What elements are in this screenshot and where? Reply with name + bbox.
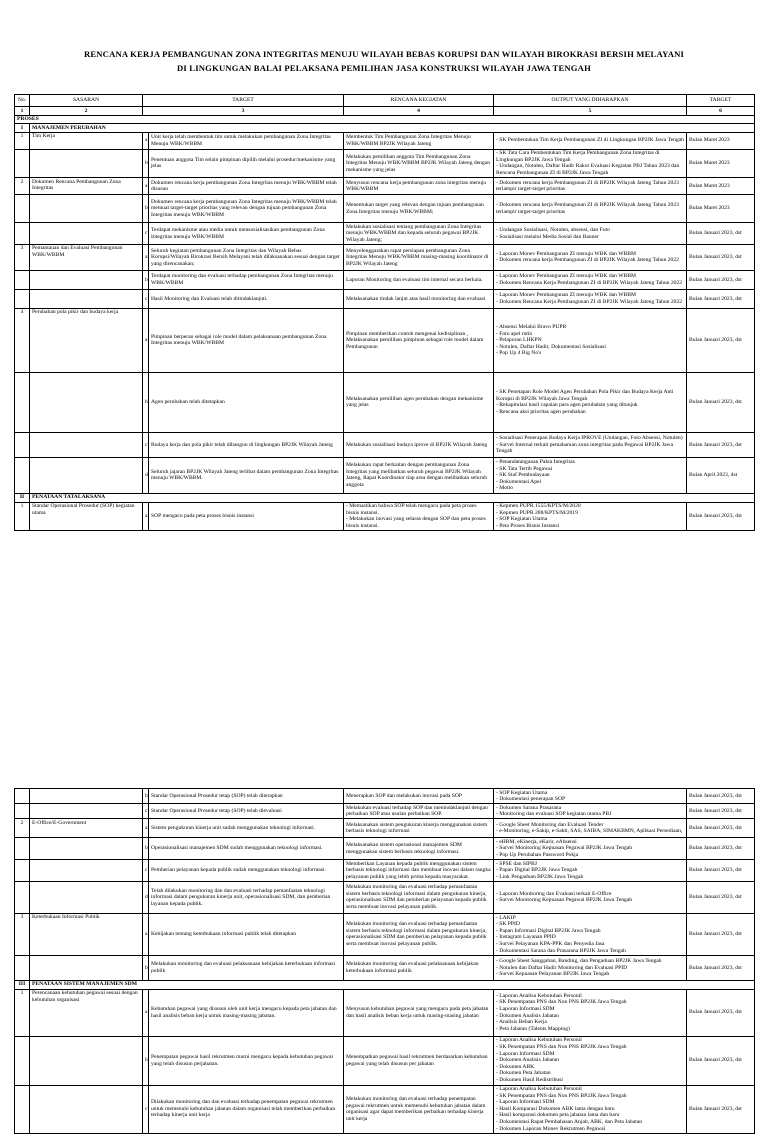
row-sasaran <box>30 881 143 913</box>
row-sasaran: Keterbukaan Informasi Publik <box>30 913 143 955</box>
row-sasaran: Tim Kerja <box>30 132 143 149</box>
row-target-time: Bulan Januari 2023, dst <box>687 913 755 955</box>
row-sasaran <box>30 955 143 980</box>
row-number: 4 <box>15 308 30 372</box>
header-no: No. <box>15 95 30 107</box>
section-row <box>15 124 755 133</box>
table-row <box>15 502 755 530</box>
row-letter: b <box>143 1036 149 1085</box>
col-number: 4 <box>344 107 494 116</box>
row-target: Seluruh kegiatan pembangunan Zona Integritas dan Wilayah Bebas Korupsi/Wilayah Birokrasi Bersih Melayani telah dilaksanakan sesuai dengan target yang direncanakan; <box>149 244 344 270</box>
header-rencana-kegiatan: RENCANA KEGIATAN <box>344 95 494 107</box>
row-target: Standar Operasional Prosedur tetap (SOP) telah dievaluasi <box>149 804 344 819</box>
row-output: - LAKIP - SK PPID - Papan Informasi Digital BP2JK Jawa Tengah - Instagram Layanan PPID - Survei Pelayanan KPA-PPK dan Penyedia Jasa - Dokumentasi Sarana dan Prasarana BP2JK Jawa Tengah <box>494 913 687 955</box>
row-output: - Sosialisasi Penerapan Budaya Kerja IPROVE (Undangan, Foto Absensi, Notulen) - Survei Internal terkait pemahaman zona integritas pada Pegawai BP2JK Jawa Tengah <box>494 432 687 457</box>
table-row <box>15 881 755 913</box>
row-sasaran <box>30 149 143 177</box>
row-target-time: Bulan Januari 2023, dst <box>687 432 755 457</box>
header-target: TARGET <box>143 95 344 107</box>
row-sasaran <box>30 789 143 804</box>
row-number: 3 <box>15 244 30 270</box>
row-letter: c <box>143 289 149 308</box>
row-sasaran: Dokumen Rencana Pembangunan Zona Integritas <box>30 178 143 195</box>
row-sasaran: Perubahan pola pikir dan budaya kerja <box>30 308 143 372</box>
row-sasaran <box>30 1036 143 1085</box>
row-letter: b <box>143 195 149 223</box>
work-plan-table-page-2 <box>14 788 755 1134</box>
row-sasaran <box>30 1085 143 1133</box>
row-target-time: Bulan Januari 2023, dst <box>687 1085 755 1133</box>
row-letter: b <box>143 149 149 177</box>
row-rencana-kegiatan: Melakukan monitoring dan evaluasi terhadap penempatan pegawai rekrutmen untuk memenuhi kebutuhan jabatan dalam organisasi agar dapat memberikan perbaikan terhadap kinerja unit kerja <box>344 1085 494 1133</box>
row-number <box>15 1085 30 1133</box>
row-rencana-kegiatan: Melakukan monitoring dan evaluasi terhadap pemanfaatan sistem berbasis teknologi informasi dalam pengukuran kinerja, operasionalisasi SDM dan pemberian pelayanan kepada publik serta membuat inovasi pelayanan publik. <box>344 913 494 955</box>
row-target: Dokumen rencana kerja pembangunan Zona Integritas menuju WBK/WBBM telah memuat target-target prioritas yang relevan dengan tujuan pembangunan Zona Integritas menuju WBK/WBBM <box>149 195 344 223</box>
row-output: - SK Penetapan Role Model Agen Perubahan Pola Pikir dan Budaya Kerja Anti Korupsi di BP2JK Wilayah Jawa Tengah - Rekapitulasi hasil capaian para agen perubahan yang ditunjuk - Rencana aksi prioritas agen perubahan <box>494 372 687 432</box>
row-number <box>15 432 30 457</box>
row-number <box>15 289 30 308</box>
col-number: 5 <box>494 107 687 116</box>
row-letter: a <box>143 244 149 270</box>
row-target: Kebutuhan pegawai yang disusun oleh unit kerja mengacu kepada peta jabatan dan hasil analisis beban kerja untuk masing-masing jabatan. <box>149 989 344 1036</box>
row-rencana-kegiatan: - Memastikan bahwa SOP telah mengacu pada peta proses bisnis instansi. - Melakukan inovasi yang selaras dengan SOP dan peta proses bisnis instansi. <box>344 502 494 530</box>
row-letter: c <box>143 804 149 819</box>
col-number: 6 <box>687 107 755 116</box>
row-rencana-kegiatan: Memberikan Layanan kepada publik menggunakan sistem berbasis teknologi informasi dan membuat inovasi dalam rangka pelayanan publik yang lebih prima kepada masyarakat. <box>344 860 494 882</box>
row-number: 2 <box>15 819 30 838</box>
row-rencana-kegiatan: Menyelenggarakan rapat persiapan pembangunan Zona Integritas Menuju WBK/WBBM masing-masing koordinator di BP2JK Wilayah Jateng <box>344 244 494 270</box>
work-plan-table-page-1 <box>14 94 755 531</box>
row-target-time: Bulan Januari 2023, dst <box>687 989 755 1036</box>
row-rencana-kegiatan: Menempatkan pegawai hasil rekrutmen berdasarkan kebutuhan pegawai yang telah disusun per jabatan <box>344 1036 494 1085</box>
row-letter: c <box>143 223 149 245</box>
row-letter: a <box>143 308 149 372</box>
row-target-time: Bulan Januari 2023, dst <box>687 860 755 882</box>
row-rencana-kegiatan: Melaksanakan tindak lanjut atas hasil monitoring dan evaluasi <box>344 289 494 308</box>
section-number: III <box>15 980 30 989</box>
row-rencana-kegiatan: Melakukan evaluasi terhadap SOP dan menindaklanjuti dengan perbaikan SOP atau usulan perbaikan SOP. <box>344 804 494 819</box>
row-output: - eHRM, eKinerja, eKarir, eAbsensi - Survei Monitoring Kepuasan Pegawai BP2JK Jawa Tengah - Pop Up Perubahan Password Pokja <box>494 838 687 860</box>
row-output: - Laporan Monev Pembangunan ZI menuju WBK dan WBBM - Dokumen Rencana Kerja Pembangunan ZI di BP2JK Wilayah Jateng Tahun 2022 <box>494 289 687 308</box>
document-title-line-2: DI LINGKUNGAN BALAI PELAKSANA PEMILIHAN JASA KONSTRUKSI WILAYAH JAWA TENGAH <box>177 63 591 73</box>
row-rencana-kegiatan: Menentukan target yang relevan dengan tujuan pembangunan Zona Integritas menuju WBK/WBBM; <box>344 195 494 223</box>
row-sasaran <box>30 289 143 308</box>
section-title: PENATAAN TATALAKSANA <box>30 493 755 502</box>
row-letter: a <box>143 819 149 838</box>
table-row <box>15 289 755 308</box>
row-letter: a <box>143 502 149 530</box>
table-row <box>15 432 755 457</box>
row-target-time: Bulan Maret 2023 <box>687 178 755 195</box>
row-rencana-kegiatan: Melaksanakan sistem pengukuran kinerja menggunakan sistem berbasis teknologi informasi <box>344 819 494 838</box>
row-output: - Penandatanganan Pakta Integritas - SK Tata Tertib Pegawai - SK Staf Pembudayaan - Dokumentasi Apel - Motto <box>494 457 687 493</box>
table-row <box>15 223 755 245</box>
table-row <box>15 955 755 980</box>
row-target: Agen perubahan telah ditetapkan <box>149 372 344 432</box>
row-number <box>15 372 30 432</box>
table-row <box>15 804 755 819</box>
row-target: Operasionalisasi manajemen SDM sudah menggunakan teknologi informasi. <box>149 838 344 860</box>
row-output: - SK Pembentukan Tim Kerja Pembangunan ZI di Lingkungan BP2JK Jawa Tengah <box>494 132 687 149</box>
row-target: Telah dilakukan monitoring dan dan evaluasi terhadap pemanfaatan teknologi informasi dalam pengukuran kinerja unit, operasionalisasi SDM, dan pemberian layanan kepada publik. <box>149 881 344 913</box>
row-letter: b <box>143 270 149 289</box>
row-target: Dokumen rencana kerja pembangunan Zona Integritas menuju WBK/WBBM telah disusun <box>149 178 344 195</box>
row-output: - Laporan Analisa Kebutuhan Personil - SK Penempatan PNS dan Non PNS BP2JK Jawa Tengah - Laporan Informasi SDM - Dokumen Analisis Jabatan - Dokumen ABK - Dokumen Peta Jabatan - Dokumen Hasil Redistribusi <box>494 1036 687 1085</box>
row-target-time: Bulan Januari 2023, dst <box>687 789 755 804</box>
row-sasaran: Standar Operasional Prosedur (SOP) kegiatan utama <box>30 502 143 530</box>
row-number: 1 <box>15 989 30 1036</box>
table-row <box>15 308 755 372</box>
column-number-row <box>15 107 755 116</box>
row-rencana-kegiatan: Melaksanakan pemilihan agen perubahan dengan mekanisme yang jelas <box>344 372 494 432</box>
row-target-time: Bulan Januari 2023, dst <box>687 223 755 245</box>
page-gap <box>0 620 768 786</box>
table-row <box>15 838 755 860</box>
row-letter: b <box>143 838 149 860</box>
header-target-time: TARGET <box>687 95 755 107</box>
row-target-time: Bulan Januari 2023, dst <box>687 881 755 913</box>
table-row <box>15 1085 755 1133</box>
row-sasaran <box>30 372 143 432</box>
row-output: - Google Sheet Sanggahan, Banding, dan Pengaduan BP2JK Jawa Tengah - Notulen dan Daftar Hadir Monitoring dan Evaluasi PPID - Survei Kepuasan Pelayanan BP2JK Jawa Tengah <box>494 955 687 980</box>
document-title-line-1: RENCANA KERJA PEMBANGUNAN ZONA INTEGRITAS MENUJU WILAYAH BEBAS KORUPSI DAN WILAYAH BIROKRASI BERSIH MELAYANI <box>83 49 685 59</box>
row-target-time: Bulan Januari 2023, dst <box>687 819 755 838</box>
table-row <box>15 1036 755 1085</box>
row-target: Hasil Monitoring dan Evaluasi telah ditindaklanjuti. <box>149 289 344 308</box>
row-sasaran <box>30 195 143 223</box>
proses-label: PROSES <box>15 115 755 124</box>
row-number <box>15 804 30 819</box>
row-output: - Laporan Analisa Kebutuhan Personil - SK Penempatan PNS dan Non PNS BP2JK Jawa Tengah - Laporan Informasi SDM - Dokumen Analisis Jabatan - Analisis Beban Kerja - Peta Jabatan (Talents Mapping) <box>494 989 687 1036</box>
row-rencana-kegiatan: Melakukan pemilihan anggota Tim Pembangunan Zona Integritas Menuju WBK/WBBM BP2JK Wilayah Jateng dengan mekanisme yang jelas <box>344 149 494 177</box>
section-number: I <box>15 124 30 133</box>
row-number: 1 <box>15 502 30 530</box>
proses-row <box>15 115 755 124</box>
row-sasaran <box>30 860 143 882</box>
row-number <box>15 860 30 882</box>
row-target-time: Bulan Januari 2023, dst <box>687 502 755 530</box>
row-sasaran <box>30 432 143 457</box>
row-target: Terdapat mekanisme atau media untuk mensosialisasikan pembangunan Zona Integritas menuju WBK/WBBM <box>149 223 344 245</box>
row-target-time: Bulan Januari 2023, dst <box>687 244 755 270</box>
row-rencana-kegiatan: Membentuk Tim Pembangunan Zona Integritas Menuju WBK/WBBM BP2JK Wilayah Jateng <box>344 132 494 149</box>
table-row <box>15 149 755 177</box>
row-target-time: Bulan Januari 2023, dst <box>687 270 755 289</box>
row-target: Seluruh jajaran BP2JK Wilayah Jateng terlibat dalam pembangunan Zona Integritas menuju WBK/WBBM. <box>149 457 344 493</box>
row-rencana-kegiatan: Menyusun rencana kerja pembangunan zona integritas menuju WBK/WBBM <box>344 178 494 195</box>
row-output: - Undangan Sosialisasi, Notulen, absensi, dan Foto - Sosialisasi melalui Media Sosial dan Banner <box>494 223 687 245</box>
row-target-time: Bulan April 2023, dst <box>687 457 755 493</box>
col-number: 2 <box>30 107 143 116</box>
table-row <box>15 860 755 882</box>
row-letter: a <box>143 178 149 195</box>
row-target: Standar Operasional Prosedur tetap (SOP) telah diterapkan <box>149 789 344 804</box>
row-sasaran <box>30 270 143 289</box>
row-output: - SPSE dan SIPBJ - Papan Digital BP2JK Jawa Tengah - Link Pengaduan BP2JK Jawa Tengah <box>494 860 687 882</box>
row-output: - Google Sheet Monitoring dan Evaluasi Tender - e-Monitoring, e-Sakip, e-Sakti, SAS, SAIBA, SIMAKBMN, Aplikasi Persediaan, <box>494 819 687 838</box>
row-sasaran: E-Office/E-Government <box>30 819 143 838</box>
row-rencana-kegiatan: Menyusun kebutuhan pegawai yang mengacu pada peta jabatan dan hasil analisis beban kerja untuk masing-masing jabatan <box>344 989 494 1036</box>
row-output: - Laporan Monitoring dan Evaluasi terkait E-Office - Survei Monitoring Kepuasan Pegawai BP2JK Jawa Tengah <box>494 881 687 913</box>
row-sasaran: Perencanaan kebutuhan pegawai sesuai dengan kebutuhan organisasi <box>30 989 143 1036</box>
row-target: Terdapat monitoring dan evaluasi terhadap pembangunan Zona Integritas menuju WBK/WBBM <box>149 270 344 289</box>
row-sasaran <box>30 457 143 493</box>
row-target-time: Bulan Maret 2023 <box>687 195 755 223</box>
row-letter: a <box>143 132 149 149</box>
row-target: Dilakukan monitoring dan dan evaluasi terhadap penempatan pegawai rekrutmen untuk memenuhi kebutuhan jabatan dalam organisasi telah memberikan perbaikan terhadap kinerja unit kerja <box>149 1085 344 1133</box>
row-target-time: Bulan Januari 2023, dst <box>687 955 755 980</box>
row-rencana-kegiatan: Melakukan monitoring dan evaluasi terhadap pemanfaatan sistem berbasis teknologi informasi dalam pengukuran kinerja, operasionalisasi SDM dan pemberian pelayanan kepada publik serta membuat inovasi pelayanan publik. <box>344 881 494 913</box>
row-letter: d <box>143 457 149 493</box>
col-number: 3 <box>143 107 344 116</box>
row-number <box>15 1036 30 1085</box>
row-number <box>15 195 30 223</box>
row-target: Penentuan anggota Tim selain pimpinan dipilih melalui prosedur/mekanisme yang jelas <box>149 149 344 177</box>
row-letter: b <box>143 789 149 804</box>
row-rencana-kegiatan: Melakukan monitoring dan evaluasi pelaksanaan kebijakan keterbukaan informasi publik <box>344 955 494 980</box>
row-target-time: Bulan Januari 2023, dst <box>687 308 755 372</box>
table-row <box>15 195 755 223</box>
row-target-time: Bulan Januari 2023, dst <box>687 804 755 819</box>
table-row <box>15 819 755 838</box>
table-row <box>15 244 755 270</box>
row-output: - SK Tata Cara Pembentukan Tim Kerja Pembangunan Zona Integritas di Lingkungan BP2JK Jawa Tengah - Undangan, Notulen, Daftar Hadir Rakor Evaluasi Kegiatan PBJ Tahun 2023 dan Rencana Pembangunan ZI di BP2JK Jawa Tengah <box>494 149 687 177</box>
row-rencana-kegiatan: Pimpinan memberikan contoh mengenai kedisiplinan , Melaksanakan pemilihan pimpinan sebagai role model dalam Pembangunan <box>344 308 494 372</box>
table-row <box>15 270 755 289</box>
row-output: - Dokumen rencana kerja Pembangunan ZI di BP2JK Wilayah Jateng Tahun 2023 terlampir target-target prioritas <box>494 178 687 195</box>
row-number <box>15 457 30 493</box>
row-target-time: Bulan Januari 2023, dst <box>687 1036 755 1085</box>
row-target: Penempatan pegawai hasil rekrutmen murni mengacu kepada kebutuhan pegawai yang telah disusun perjabatan. <box>149 1036 344 1085</box>
row-letter: a <box>143 913 149 955</box>
table-row <box>15 789 755 804</box>
row-number <box>15 789 30 804</box>
table-row <box>15 913 755 955</box>
row-target: Budaya kerja dan pola pikir telah dibangun di lingkungan BP2JK Wilayah Jateng <box>149 432 344 457</box>
row-target: Sistem pengukuran kinerja unit sudah menggunakan teknologi informasi. <box>149 819 344 838</box>
row-target-time: Bulan Maret 2023 <box>687 149 755 177</box>
row-output: - Kepmen PUPR 1555/KPTS/M/2020 - Kepmen PUPR 288/KPTS/M/2019 - SOP Kegiatan Utama - Peta Proses Bisnis Instansi <box>494 502 687 530</box>
row-letter: a <box>143 989 149 1036</box>
section-row <box>15 493 755 502</box>
row-rencana-kegiatan: Melakukan sosialisasi budaya iprove di BP2JK Wilayah Jateng <box>344 432 494 457</box>
table-row <box>15 372 755 432</box>
row-target: Kebijakan tentang keterbukaan informasi publik telah ditetapkan <box>149 913 344 955</box>
row-target-time: Bulan Januari 2023, dst <box>687 289 755 308</box>
row-sasaran <box>30 223 143 245</box>
section-title: PENATAAN SISTEM MANAJEMEN SDM <box>30 980 755 989</box>
section-row <box>15 980 755 989</box>
col-number: 1 <box>15 107 30 116</box>
header-output: OUTPUT YANG DIHARAPKAN <box>494 95 687 107</box>
row-target: Melakukan monitoring dan evaluasi pelaksanaan kebijakan keterbukaan informasi publik <box>149 955 344 980</box>
row-letter: d <box>143 881 149 913</box>
row-output: - Laporan Monev Pembangunan ZI menuju WBK dan WBBM - Dokumen rencana kerja Pembangunan ZI di BP2JK Wilayah Jateng Tahun 2022 <box>494 244 687 270</box>
row-number: 1 <box>15 132 30 149</box>
table-header-row <box>15 95 755 107</box>
row-target: Pimpinan berperan sebagai role model dalam pelaksanaan pembangunan Zona Integritas menuju WBK/WBBM <box>149 308 344 372</box>
row-rencana-kegiatan: Melakukan sosialisasi tentang pembangunan Zona Integritas menuju WBK/WBBM dan kepada seluruh pegawai BP2JK Wilayah Jateng; <box>344 223 494 245</box>
row-output: - Dokumen rencana kerja Pembangunan ZI di BP2JK Wilayah Jateng Tahun 2023 terlampir target-target prioritas <box>494 195 687 223</box>
row-rencana-kegiatan: Laporan Monitoring dan evaluasi tim internal secara berkala. <box>344 270 494 289</box>
row-number <box>15 955 30 980</box>
row-rencana-kegiatan: Melaksanakan sistem operasional manajemen SDM menggunakan sistem berbasis teknologi informasi. <box>344 838 494 860</box>
row-letter: b <box>143 372 149 432</box>
table-row <box>15 132 755 149</box>
row-rencana-kegiatan: Melakukan rapat berkaitan dengan pembangunan Zona Integritas yang melibatkan seluruh pegawai BP2JK Wilayah Jateng, Rapat Koordinator tiap area dengan melibatkan seluruh anggota <box>344 457 494 493</box>
row-output: - Dokumen Sarana Prasarana - Monitoring dan evaluasi SOP kegiatan utama PBJ <box>494 804 687 819</box>
row-target-time: Bulan Januari 2023, dst <box>687 838 755 860</box>
row-number <box>15 881 30 913</box>
row-number <box>15 838 30 860</box>
row-number <box>15 149 30 177</box>
header-sasaran: SASARAN <box>30 95 143 107</box>
row-number: 3 <box>15 913 30 955</box>
row-output: - Laporan Monev Pembangunan ZI menuju WBK dan WBBM - Dokumen Rencana Kerja Pembangunan ZI di BP2JK Wilayah Jateng Tahun 2022 <box>494 270 687 289</box>
section-number: II <box>15 493 30 502</box>
row-letter: c <box>143 1085 149 1133</box>
row-target: SOP mengacu pada peta proses bisnis instansi <box>149 502 344 530</box>
row-sasaran: Pemantauan dan Evaluasi Pembangunan WBK/WBBM <box>30 244 143 270</box>
table-row <box>15 178 755 195</box>
table-row <box>15 989 755 1036</box>
row-output: - SOP Kegiatan Utama - Dokumentasi penerapan SOP <box>494 789 687 804</box>
row-output: - Absensi Melalui Bravo PUPR - Foto apel rutin - Pelaporan LHKPN - Notulen, Daftar Hadir, Dokumentasi Sosialisasi - Pop Up 4 Big No's <box>494 308 687 372</box>
row-sasaran <box>30 804 143 819</box>
row-sasaran <box>30 838 143 860</box>
row-number <box>15 223 30 245</box>
table-row <box>15 457 755 493</box>
row-output: - Laporan Analisa Kebutuhan Personil - SK Penempatan PNS dan Non PNS BP2JK Jawa Tengah - Laporan Informasi SDM - Hasil Komparasi Dokumen ABK lama dengan baru - Hasil komparasi dokumen peta jabatan lama dan baru - Dokumentasi Rapat Pembahasan Anjab, ABK, dan Peta Jabatan - Dokumen Laporan Monev Rekrutmen Pegawai <box>494 1085 687 1133</box>
row-target-time: Bulan Maret 2023 <box>687 132 755 149</box>
row-target: Pemberian pelayanan kepada publik sudah menggunakan teknologi informasi. <box>149 860 344 882</box>
row-number: 2 <box>15 178 30 195</box>
row-letter: c <box>143 432 149 457</box>
row-number <box>15 270 30 289</box>
row-target-time: Bulan Januari 2023, dst <box>687 372 755 432</box>
row-target: Unit kerja telah membentuk tim untuk melakukan pembangunan Zona Integritas Menuju WBK/WBBM <box>149 132 344 149</box>
row-letter: b <box>143 955 149 980</box>
row-rencana-kegiatan: Menerapkan SOP dan melakukan inovasi pada SOP <box>344 789 494 804</box>
row-letter: c <box>143 860 149 882</box>
section-title: MANAJEMEN PERUBAHAN <box>30 124 755 133</box>
